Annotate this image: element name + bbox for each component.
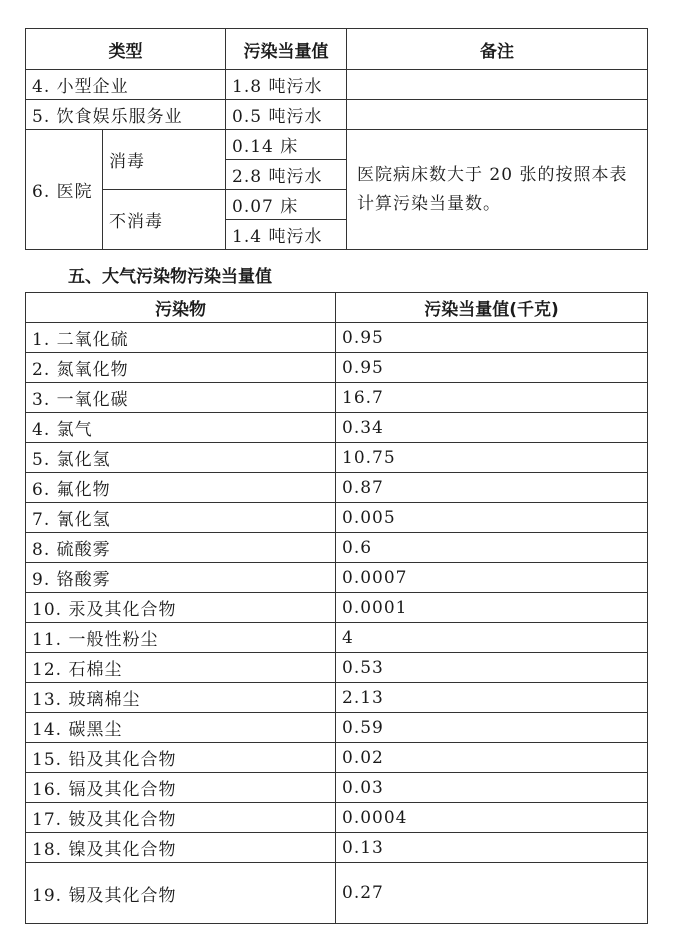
header-equivalent-kg: 污染当量值(千克) bbox=[336, 293, 648, 323]
pollutant-name-cell: 19. 锡及其化合物 bbox=[26, 863, 336, 924]
pollutant-name-cell: 9. 铬酸雾 bbox=[26, 563, 336, 593]
type-cell: 4. 小型企业 bbox=[26, 70, 226, 100]
disinfect-cell: 消毒 bbox=[103, 130, 226, 190]
note-cell bbox=[347, 70, 648, 100]
table-row bbox=[26, 443, 648, 473]
pollutant-name-cell: 5. 氯化氢 bbox=[26, 443, 336, 473]
table-row bbox=[26, 563, 648, 593]
air-pollutant-rows bbox=[26, 323, 648, 924]
hospital-type-cell: 6. 医院 bbox=[26, 130, 103, 250]
note-cell bbox=[347, 100, 648, 130]
pollutant-value-cell: 0.13 bbox=[336, 833, 648, 863]
pollutant-name-cell: 17. 铍及其化合物 bbox=[26, 803, 336, 833]
pollutant-name-cell: 7. 氰化氢 bbox=[26, 503, 336, 533]
pollutant-value-cell: 0.53 bbox=[336, 653, 648, 683]
header-pollutant: 污染物 bbox=[26, 293, 336, 323]
pollutant-value-cell: 0.95 bbox=[336, 323, 648, 353]
pollutant-value-cell: 0.03 bbox=[336, 773, 648, 803]
value-cell: 1.8 吨污水 bbox=[226, 70, 347, 100]
table-row bbox=[26, 623, 648, 653]
table-header-row bbox=[26, 29, 648, 70]
table-row bbox=[26, 503, 648, 533]
pollutant-name-cell: 2. 氮氧化物 bbox=[26, 353, 336, 383]
pollutant-name-cell: 6. 氟化物 bbox=[26, 473, 336, 503]
pollutant-value-cell: 0.0007 bbox=[336, 563, 648, 593]
pollutant-value-cell: 0.95 bbox=[336, 353, 648, 383]
type-cell: 5. 饮食娱乐服务业 bbox=[26, 100, 226, 130]
table-row bbox=[26, 713, 648, 743]
table-row bbox=[26, 743, 648, 773]
value-cell: 1.4 吨污水 bbox=[226, 220, 347, 250]
pollutant-name-cell: 18. 镍及其化合物 bbox=[26, 833, 336, 863]
table-row bbox=[26, 70, 648, 100]
table-row bbox=[26, 323, 648, 353]
pollutant-name-cell: 8. 硫酸雾 bbox=[26, 533, 336, 563]
pollutant-name-cell: 3. 一氧化碳 bbox=[26, 383, 336, 413]
value-cell: 0.07 床 bbox=[226, 190, 347, 220]
table-row bbox=[26, 773, 648, 803]
pollutant-value-cell: 0.27 bbox=[336, 863, 648, 924]
table-row bbox=[26, 353, 648, 383]
table-row bbox=[26, 100, 648, 130]
table-row bbox=[26, 683, 648, 713]
pollutant-value-cell: 0.59 bbox=[336, 713, 648, 743]
table-row bbox=[26, 803, 648, 833]
pollutant-name-cell: 16. 镉及其化合物 bbox=[26, 773, 336, 803]
pollutant-value-cell: 10.75 bbox=[336, 443, 648, 473]
pollutant-value-cell: 4 bbox=[336, 623, 648, 653]
table-row bbox=[26, 863, 648, 924]
pollutant-name-cell: 13. 玻璃棉尘 bbox=[26, 683, 336, 713]
pollutant-value-cell: 0.0001 bbox=[336, 593, 648, 623]
hospital-note-cell: 医院病床数大于 20 张的按照本表计算污染当量数。 bbox=[347, 130, 648, 250]
pollutant-name-cell: 12. 石棉尘 bbox=[26, 653, 336, 683]
pollutant-value-cell: 2.13 bbox=[336, 683, 648, 713]
no-disinfect-cell: 不消毒 bbox=[103, 190, 226, 250]
value-cell: 0.14 床 bbox=[226, 130, 347, 160]
pollutant-name-cell: 4. 氯气 bbox=[26, 413, 336, 443]
pollutant-name-cell: 10. 汞及其化合物 bbox=[26, 593, 336, 623]
value-cell: 2.8 吨污水 bbox=[226, 160, 347, 190]
water-equivalent-table bbox=[25, 28, 648, 250]
air-pollutant-table bbox=[25, 292, 648, 924]
pollutant-name-cell: 15. 铅及其化合物 bbox=[26, 743, 336, 773]
pollutant-value-cell: 16.7 bbox=[336, 383, 648, 413]
table-row bbox=[26, 473, 648, 503]
table-row bbox=[26, 593, 648, 623]
pollutant-name-cell: 1. 二氧化硫 bbox=[26, 323, 336, 353]
table-row bbox=[26, 653, 648, 683]
header-note: 备注 bbox=[347, 29, 648, 70]
table-header-row bbox=[26, 293, 648, 323]
pollutant-name-cell: 11. 一般性粉尘 bbox=[26, 623, 336, 653]
pollutant-value-cell: 0.34 bbox=[336, 413, 648, 443]
header-equivalent: 污染当量值 bbox=[226, 29, 347, 70]
table-row bbox=[26, 413, 648, 443]
table-row bbox=[26, 130, 648, 160]
pollutant-value-cell: 0.87 bbox=[336, 473, 648, 503]
table-row bbox=[26, 833, 648, 863]
section-title: 五、大气污染物污染当量值 bbox=[68, 267, 272, 287]
table-row bbox=[26, 383, 648, 413]
value-cell: 0.5 吨污水 bbox=[226, 100, 347, 130]
table-row bbox=[26, 533, 648, 563]
header-type: 类型 bbox=[26, 29, 226, 70]
pollutant-name-cell: 14. 碳黑尘 bbox=[26, 713, 336, 743]
pollutant-value-cell: 0.6 bbox=[336, 533, 648, 563]
pollutant-value-cell: 0.0004 bbox=[336, 803, 648, 833]
pollutant-value-cell: 0.005 bbox=[336, 503, 648, 533]
pollutant-value-cell: 0.02 bbox=[336, 743, 648, 773]
